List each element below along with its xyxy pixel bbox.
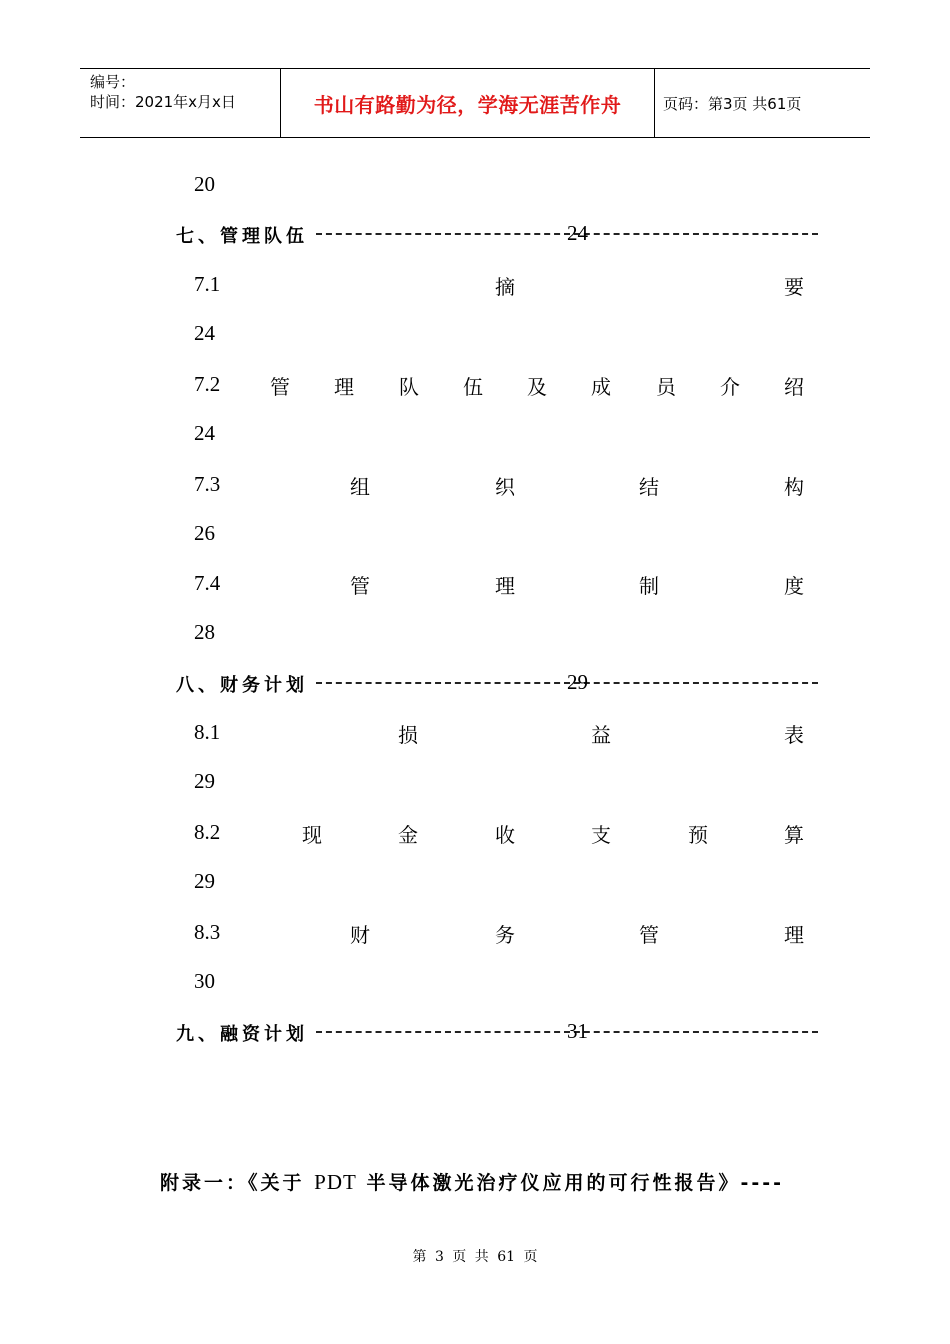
toc-entry-char: 金 (398, 823, 418, 847)
toc-page-number: 20 (194, 172, 215, 196)
toc-entry-number: 8.2 (194, 820, 221, 844)
toc-entry-char: 摘 (495, 275, 515, 299)
toc-entry-char: 管 (639, 923, 659, 947)
toc-section-page: 29 (567, 670, 588, 694)
toc-entry-char: 理 (784, 923, 804, 947)
toc-section-title[interactable]: 八、财务计划 (176, 675, 308, 696)
toc-entry-char: 益 (591, 723, 611, 747)
number-label: 编号： (90, 73, 136, 91)
toc-entry-number: 7.3 (194, 472, 221, 496)
toc-entry-char: 管 (270, 375, 290, 399)
toc-entry-char: 算 (784, 823, 804, 847)
appendix-code: PDT (314, 1170, 357, 1194)
appendix-suffix: 半导体激光治疗仪应用的可行性报告》---- (366, 1172, 784, 1194)
appendix-title[interactable] (160, 1168, 784, 1195)
toc-entry-char: 损 (398, 723, 418, 747)
toc-entry-char: 表 (784, 723, 804, 747)
toc-entry-char: 成 (591, 375, 611, 399)
toc-entry-char: 预 (688, 823, 708, 847)
toc-section-title[interactable]: 七、管理队伍 (176, 226, 308, 247)
toc-entry-number: 7.2 (194, 372, 221, 396)
toc-entry-char: 伍 (463, 375, 483, 399)
toc-entry-page: 29 (194, 869, 215, 893)
page-info: 页码：第3页 共61页 (663, 94, 802, 113)
toc-entry-char: 介 (720, 375, 740, 399)
toc-entry-char: 队 (399, 375, 419, 399)
toc-entry-char: 支 (591, 823, 611, 847)
toc-entry-number: 7.1 (194, 272, 221, 296)
appendix-prefix: 附录一：《关于 (160, 1172, 305, 1194)
motto-text: 书山有路勤为径，学海无涯苦作舟 (313, 92, 622, 117)
toc-entry-number: 8.3 (194, 920, 221, 944)
toc-entry-page: 24 (194, 321, 215, 345)
toc-entry-char: 理 (495, 574, 515, 598)
toc-entry-char: 现 (302, 823, 322, 847)
toc-entry-char: 绍 (784, 375, 804, 399)
toc-entry-number: 7.4 (194, 571, 221, 595)
header-motto-cell (281, 69, 655, 137)
toc-entry-char: 度 (784, 574, 804, 598)
toc-entry-char: 理 (334, 375, 354, 399)
toc-entry-page: 26 (194, 521, 215, 545)
header-meta-cell (80, 69, 281, 137)
toc-entry-char: 要 (784, 275, 804, 299)
toc-entry-page: 29 (194, 769, 215, 793)
toc-entry-char: 构 (784, 475, 804, 499)
toc-section-page: 31 (567, 1019, 588, 1043)
toc-entry-page: 28 (194, 620, 215, 644)
toc-entry-char: 制 (639, 574, 659, 598)
toc-entry-page: 30 (194, 969, 215, 993)
toc-entry-number: 8.1 (194, 720, 221, 744)
toc-section-title[interactable]: 九、融资计划 (176, 1024, 308, 1045)
toc-entry-char: 财 (350, 923, 370, 947)
toc-entry-char: 组 (350, 475, 370, 499)
toc-entry-char: 管 (350, 574, 370, 598)
header-page-cell (655, 69, 870, 137)
page-header (80, 68, 870, 138)
toc-entry-char: 员 (656, 375, 676, 399)
toc-entry-char: 务 (495, 923, 515, 947)
toc-entry-char: 织 (495, 475, 515, 499)
toc-entry-page: 24 (194, 421, 215, 445)
page-footer: 第 3 页 共 61 页 (412, 1249, 538, 1265)
toc-entry-char: 及 (527, 375, 547, 399)
toc-section-page: 24 (567, 221, 588, 245)
toc-entry-char: 收 (495, 823, 515, 847)
toc-entry-char: 结 (639, 475, 659, 499)
time-label: 时间：2021年x月x日 (90, 93, 236, 111)
